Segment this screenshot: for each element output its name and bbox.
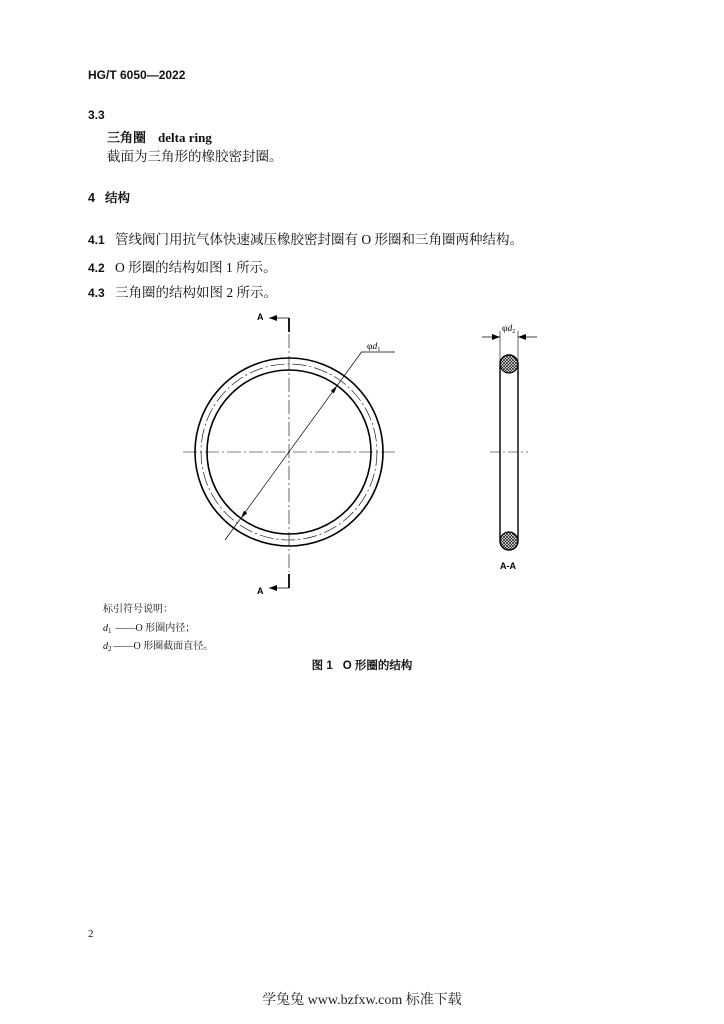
key-subscript: 1 xyxy=(108,627,112,635)
footer-watermark: 学兔兔 www.bzfxw.com 标准下载 xyxy=(262,993,462,1008)
dimension-symbol: d xyxy=(372,342,378,352)
key-separator: —— xyxy=(113,641,134,652)
key-item-d1 xyxy=(103,622,195,636)
dimension-label-d1 xyxy=(367,342,380,353)
term-english: delta ring xyxy=(158,130,212,145)
key-title: 标引符号说明： xyxy=(103,604,173,615)
section-letter-bottom: A xyxy=(257,586,264,596)
key-separator: —— xyxy=(115,623,136,634)
chapter-number: 4 xyxy=(88,191,95,205)
caption-title: O 形圈的结构 xyxy=(342,660,413,672)
clause-number-3-3: 3.3 xyxy=(88,108,105,122)
clause-4-3 xyxy=(88,285,277,301)
dimension-label-d2 xyxy=(502,324,515,335)
term-definition: 截面为三角形的橡胶密封圈。 xyxy=(107,149,283,164)
clause-text: 三角圈的结构如图 2 所示。 xyxy=(115,285,277,300)
section-view-outline xyxy=(500,355,518,550)
dimension-arrow-d1-lower xyxy=(241,511,247,519)
key-meaning: O 形圈截面直径。 xyxy=(133,641,214,652)
clause-number: 4.1 xyxy=(88,233,105,247)
dimension-prefix: φ xyxy=(502,324,508,334)
key-symbol: d xyxy=(103,623,108,634)
chapter-4-heading xyxy=(88,190,130,206)
page-number: 2 xyxy=(88,928,94,940)
term-heading xyxy=(107,130,212,146)
key-meaning: O 形圈内径； xyxy=(135,623,196,634)
cross-section-bottom xyxy=(500,532,518,550)
o-ring-front-view xyxy=(183,312,398,596)
dimension-subscript: 1 xyxy=(377,346,381,353)
caption-number: 图 1 xyxy=(311,660,333,672)
chapter-title: 结构 xyxy=(104,191,130,205)
dimension-prefix: φ xyxy=(367,342,373,352)
key-item-d2 xyxy=(103,640,213,654)
clause-4-1 xyxy=(88,232,523,248)
section-letter-top: A xyxy=(257,312,264,322)
standard-code-header: HG/T 6050—2022 xyxy=(88,68,186,82)
clause-4-2 xyxy=(88,260,277,276)
dimension-symbol: d xyxy=(507,324,513,334)
dimension-subscript: 2 xyxy=(512,329,516,335)
clause-number: 4.3 xyxy=(88,286,105,300)
clause-number: 4.2 xyxy=(88,261,105,275)
figure-caption xyxy=(0,658,724,674)
key-symbol: d xyxy=(103,641,108,652)
figure-1-drawing xyxy=(170,300,550,600)
key-subscript: 2 xyxy=(108,645,112,653)
dimension-arrow-d1-upper xyxy=(331,386,337,394)
clause-text: O 形圈的结构如图 1 所示。 xyxy=(115,260,277,275)
term-chinese: 三角圈 xyxy=(107,130,147,145)
cross-section-top xyxy=(500,355,518,373)
section-view-label: A-A xyxy=(500,561,516,571)
section-view-a-a xyxy=(482,324,537,571)
clause-text: 管线阀门用抗气体快速减压橡胶密封圈有 O 形圈和三角圈两种结构。 xyxy=(115,232,523,247)
